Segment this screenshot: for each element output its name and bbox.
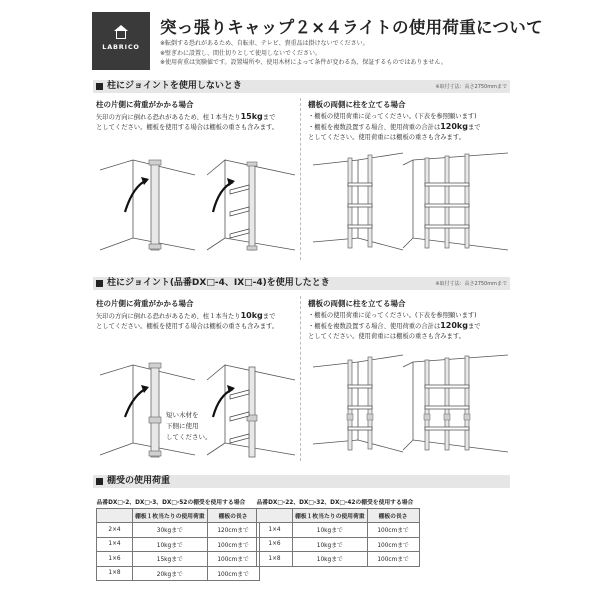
desc-text: まで <box>467 124 481 131</box>
table-cell: 1×8 <box>257 552 293 567</box>
table-row <box>97 537 260 552</box>
table-row <box>257 523 420 538</box>
caption-line: 下側に使用 <box>166 422 199 430</box>
s1-left-illustration <box>95 150 295 262</box>
height-note: ※取付寸法：高さ2750mmまで <box>435 84 507 90</box>
section-divider <box>300 296 301 461</box>
s2-left-desc <box>96 311 301 332</box>
s2-right-title: 棚板の両側に柱を立てる場合 <box>308 299 406 308</box>
s1-right-title: 棚板の両側に柱を立てる場合 <box>308 100 406 109</box>
section-1-title: 柱にジョイントを使用しないとき <box>107 81 242 91</box>
load-value: 120kg <box>440 122 468 131</box>
table-cell: 2×4 <box>97 523 133 538</box>
desc-text: 矢印の方向に倒れる恐れがあるため、柱１本当たり <box>96 114 241 121</box>
table-header: 棚板１枚当たりの使用荷重 <box>293 508 368 523</box>
s1-left-title: 柱の片側に荷重がかかる場合 <box>96 100 194 109</box>
table-header: 棚板の長さ <box>207 508 259 523</box>
labrico-logo <box>92 12 150 70</box>
square-bullet-icon <box>96 83 103 90</box>
note-line: ※使用荷重は実験値です。設置場所や、使用木材によって条件が変わる為、保証するものではありません。 <box>160 59 447 66</box>
s1-right-desc <box>308 112 513 143</box>
s2-right-illustration <box>308 352 513 464</box>
load-value: 120kg <box>440 321 468 330</box>
table-row <box>257 552 420 567</box>
height-note: ※取付寸法：高さ2750mmまで <box>435 281 507 287</box>
table-cell: 100cmまで <box>367 523 419 538</box>
table-cell: 1×4 <box>257 523 293 538</box>
bracket-table-2 <box>256 495 420 567</box>
section-1-heading <box>93 80 510 93</box>
logo-text: LABRICO <box>102 43 140 51</box>
table-header: 棚板１枚当たりの使用荷重 <box>133 508 208 523</box>
note-line: ※壁ぎわに設置し、間仕切りとして使用しないでください。 <box>160 49 322 57</box>
table-cell: 10kgまで <box>293 523 368 538</box>
section-2-heading <box>93 277 510 290</box>
table-cell: 15kgまで <box>133 552 208 567</box>
table-cell: 10kgまで <box>293 552 368 567</box>
desc-text: としてください。棚板を使用する場合は棚板の重さも含みます。 <box>96 323 279 330</box>
desc-text: としてください。棚板を使用する場合は棚板の重さも含みます。 <box>96 124 279 131</box>
table-cell: 20kgまで <box>133 566 208 581</box>
table-cell: 10kgまで <box>133 537 208 552</box>
section-3-heading <box>93 475 510 488</box>
house-icon <box>116 31 126 39</box>
table-caption: 品番DX□-22、DX□-32、DX□-42の棚受を使用する場合 <box>256 499 414 506</box>
desc-text: ・棚板を複数設置する場合、使用荷重の合計は <box>308 323 441 330</box>
caption-line: 短い木材を <box>166 411 199 419</box>
desc-text: ・棚板の使用荷重に従ってください。(下表を参照願います) <box>308 113 477 120</box>
table-row <box>97 566 260 581</box>
desc-text: まで <box>467 323 481 330</box>
page-title: 突っ張りキャップ２×４ライトの使用荷重について <box>160 18 543 37</box>
table-row <box>257 537 420 552</box>
page-header <box>92 12 543 84</box>
table-cell: 100cmまで <box>207 566 259 581</box>
table-cell: 100cmまで <box>207 552 259 567</box>
table-cell: 30kgまで <box>133 523 208 538</box>
table-header-empty <box>257 508 293 523</box>
joint-caption <box>166 410 212 443</box>
s1-left-desc <box>96 112 301 133</box>
note-line: ※転倒する恐れがあるため、自転車、テレビ、貴重品は掛けないでください。 <box>160 40 369 47</box>
table-cell: 1×6 <box>97 552 133 567</box>
square-bullet-icon <box>96 280 103 287</box>
square-bullet-icon <box>96 478 103 485</box>
s2-right-desc <box>308 311 513 342</box>
desc-text: まで <box>262 313 276 320</box>
section-2-title: 柱にジョイント(品番DX□-4、IX□-4)を使用したとき <box>107 278 330 288</box>
load-value: 15kg <box>240 112 263 121</box>
desc-text: 矢印の方向に倒れる恐れがあるため、柱１本当たり <box>96 313 241 320</box>
table-row <box>97 523 260 538</box>
load-value: 10kg <box>240 311 263 320</box>
table-header-empty <box>97 508 133 523</box>
table-cell: 1×4 <box>97 537 133 552</box>
table-cell: 10kgまで <box>293 537 368 552</box>
table-row <box>97 552 260 567</box>
table-cell: 100cmまで <box>207 537 259 552</box>
table-cell: 1×6 <box>257 537 293 552</box>
table-header: 棚板の長さ <box>367 508 419 523</box>
desc-text: まで <box>262 114 276 121</box>
section-3-title: 棚受の使用荷重 <box>107 476 171 486</box>
table-cell: 1×8 <box>97 566 133 581</box>
table-cell: 100cmまで <box>367 537 419 552</box>
s1-right-illustration <box>308 150 513 262</box>
section-divider <box>300 98 301 260</box>
header-notes <box>160 39 447 68</box>
s2-left-title: 柱の片側に荷重がかかる場合 <box>96 299 194 308</box>
desc-text: ・棚板の使用荷重に従ってください。(下表を参照願います) <box>308 312 477 319</box>
desc-text: ・棚板を複数設置する場合、使用荷重の合計は <box>308 124 441 131</box>
desc-text: としてください。使用荷重には棚板の重さも含みます。 <box>308 134 465 141</box>
table-cell: 120cmまで <box>207 523 259 538</box>
bracket-table-1 <box>96 495 260 581</box>
desc-text: としてください。使用荷重には棚板の重さも含みます。 <box>308 333 465 340</box>
caption-line: してください。 <box>166 433 212 441</box>
table-caption: 品番DX□-2、DX□-3、DX□-52の棚受を使用する場合 <box>96 499 246 506</box>
table-cell: 100cmまで <box>367 552 419 567</box>
